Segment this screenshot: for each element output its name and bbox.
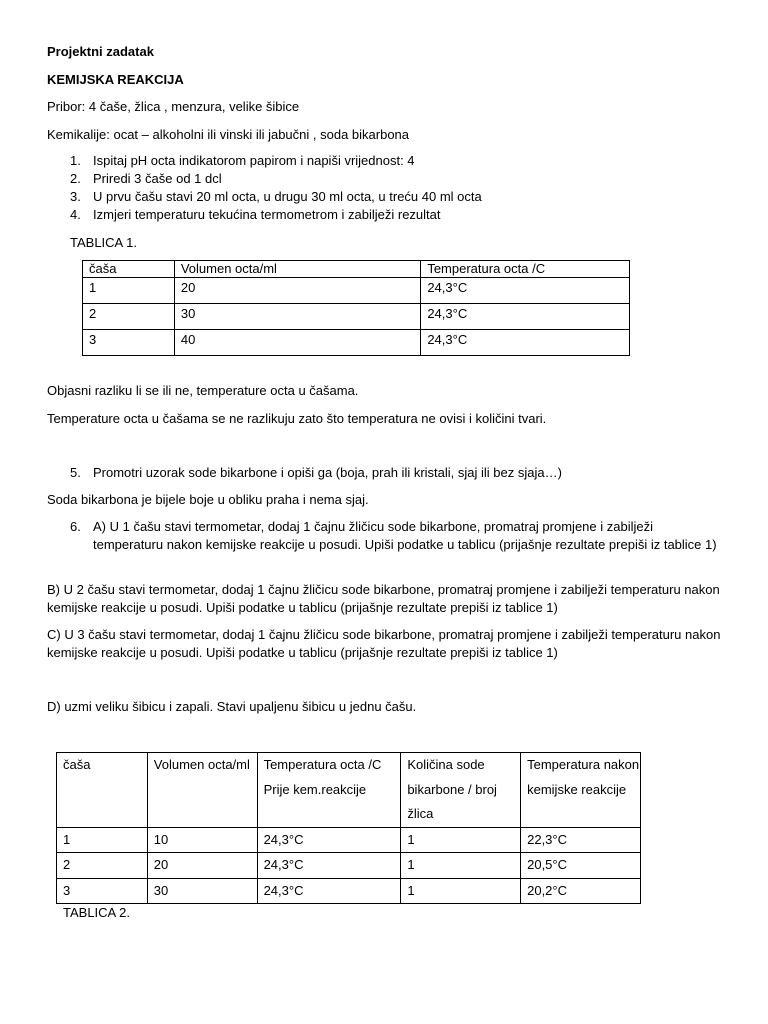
table-cell: 24,3°C — [421, 278, 630, 304]
table-cell: 20,2°C — [521, 878, 641, 904]
list-item: Priredi 3 čaše od 1 dcl — [93, 171, 222, 186]
pribor-line: Pribor: 4 čaše, žlica , menzura, velike šibice — [47, 99, 300, 114]
table-cell: 1 — [83, 278, 175, 304]
list-item: Ispitaj pH octa indikatorom papirom i napiši vrijednost: 4 — [93, 153, 415, 168]
table-header-cell: Temperatura octa /C — [421, 261, 630, 278]
table-cell: 2 — [57, 853, 148, 879]
table-cell: 1 — [401, 827, 521, 853]
question-objasni: Objasni razliku li se ili ne, temperature octa u čašama. — [47, 383, 359, 398]
table-cell: 24,3°C — [421, 330, 630, 356]
table-row — [83, 304, 630, 330]
step-number: 6. — [70, 519, 81, 534]
table-header-cell: Temperatura octa /C Prije kem.reakcije — [257, 753, 401, 828]
list-item: Izmjeri temperaturu tekućina termometrom i zabilježi rezultat — [93, 207, 441, 222]
table-cell: 30 — [174, 304, 420, 330]
table-header-row — [57, 753, 641, 828]
table2-caption: TABLICA 2. — [63, 905, 130, 920]
table-cell: 1 — [401, 853, 521, 879]
table-cell: 1 — [401, 878, 521, 904]
table-cell: 24,3°C — [257, 827, 401, 853]
table-cell: 20 — [174, 278, 420, 304]
list-item: U prvu čašu stavi 20 ml octa, u drugu 30 ml octa, u treću 40 ml octa — [93, 189, 482, 204]
doc-title: Projektni zadatak — [47, 44, 154, 59]
table-row — [83, 330, 630, 356]
answer-objasni: Temperature octa u čašama se ne razlikuju zato što temperatura ne ovisi i količini tvari. — [47, 411, 547, 426]
step-number: 5. — [70, 465, 81, 480]
step6-text: A) U 1 čašu stavi termometar, dodaj 1 čajnu žličicu sode bikarbone, promatraj promjene i zabilježi temperaturu nakon kemijske reakcije u posudi. Upiši podatke u tablicu (prijašnje rezultate prepiši iz tablice 1) — [93, 519, 717, 552]
step-number: 1. — [70, 153, 81, 168]
table-cell: 30 — [147, 878, 257, 904]
table1 — [82, 260, 630, 356]
table-header-row — [83, 261, 630, 278]
step-number: 3. — [70, 189, 81, 204]
table-row — [57, 827, 641, 853]
table-cell: 3 — [57, 878, 148, 904]
table-cell: 24,3°C — [257, 853, 401, 879]
kemikalije-line: Kemikalije: ocat – alkoholni ili vinski ili jabučni , soda bikarbona — [47, 127, 410, 142]
table-cell: 22,3°C — [521, 827, 641, 853]
answer-step5: Soda bikarbona je bijele boje u obliku praha i nema sjaj. — [47, 492, 369, 507]
step-number: 2. — [70, 171, 81, 186]
paragraph-d: D) uzmi veliku šibicu i zapali. Stavi upaljenu šibicu u jednu čašu. — [47, 699, 417, 714]
paragraph-b: B) U 2 čašu stavi termometar, dodaj 1 čajnu žličicu sode bikarbone, promatraj promjene i zabilježi temperaturu nakon kemijske reakcije u posudi. Upiši podatke u tablicu (prijašnje rezultate prepiši iz tablice 1) — [47, 582, 720, 615]
doc-subtitle: KEMIJSKA REAKCIJA — [47, 72, 184, 87]
table-header-cell: čaša — [57, 753, 148, 828]
table-header-cell: Temperatura nakon kemijske reakcije — [521, 753, 641, 828]
table-header-cell: čaša — [83, 261, 175, 278]
table-cell: 24,3°C — [257, 878, 401, 904]
table-cell: 2 — [83, 304, 175, 330]
table1-caption: TABLICA 1. — [70, 235, 137, 250]
table-cell: 24,3°C — [421, 304, 630, 330]
table-row — [83, 278, 630, 304]
table-row — [57, 878, 641, 904]
table-cell: 40 — [174, 330, 420, 356]
table-row — [57, 853, 641, 879]
table-cell: 3 — [83, 330, 175, 356]
table-header-cell: Volumen octa/ml — [147, 753, 257, 828]
table-header-cell: Volumen octa/ml — [174, 261, 420, 278]
paragraph-c: C) U 3 čašu stavi termometar, dodaj 1 čajnu žličicu sode bikarbone, promatraj promjene i zabilježi temperaturu nakon kemijske reakcije u posudi. Upiši podatke u tablicu (prijašnje rezultate prepiši iz tablice 1) — [47, 627, 721, 660]
table-cell: 20 — [147, 853, 257, 879]
table2 — [56, 752, 641, 904]
step-number: 4. — [70, 207, 81, 222]
table-header-cell: Količina sode bikarbone / broj žlica — [401, 753, 521, 828]
table-cell: 1 — [57, 827, 148, 853]
step5-text: Promotri uzorak sode bikarbone i opiši ga (boja, prah ili kristali, sjaj ili bez sjaja…) — [93, 465, 562, 480]
table-cell: 10 — [147, 827, 257, 853]
table-cell: 20,5°C — [521, 853, 641, 879]
